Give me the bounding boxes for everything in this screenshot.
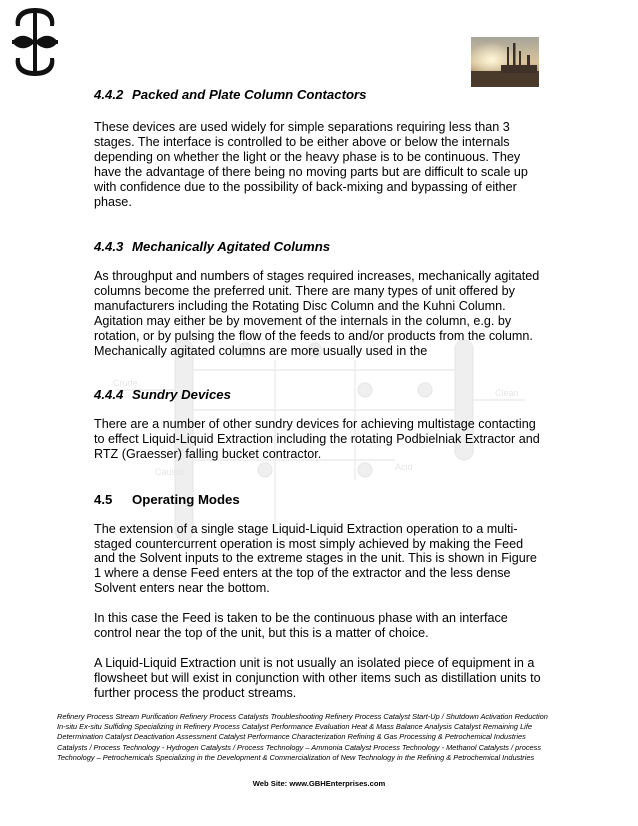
paragraph: As throughput and numbers of stages required increases, mechanically agitated columns become the preferred unit. There are many types of unit offered by manufacturers including the Rotating Disc Column and the Kuhni Column. Agitation may either be by movement of the internals in the column, e.g. by rotation, or by pulsing the flow of the feeds to and/or products from the column. Mechanically agitated columns are more usually used in the xyxy=(94,269,540,358)
footer-services-text: Refinery Process Stream Purification Refinery Process Catalysts Troubleshooting Refinery Process Catalyst Start-Up / Shutdown Activation Reduction In-situ Ex-situ Sulfiding Specializing in Refinery Process Catalyst Performance Evaluation Heat & Mass Balance Analysis Catalyst Remaining Life Determination Catalyst Deactivation Assessment Catalyst Performance Characterization Refining & Gas Processing & Petrochemical Industries Catalysts / Process Technology - Hydrogen Catalysts / Process Technology – Ammonia Catalyst Process Technology - Methanol Catalysts / process Technology – Petrochemicals Specializing in the Development & Commercialization of New Technology in the Refining & Petrochemical Industries xyxy=(57,712,548,762)
paragraph: In this case the Feed is taken to be the continuous phase with an interface control near the top of the unit, but this is a matter of choice. xyxy=(94,611,508,641)
section-title: Operating Modes xyxy=(132,491,240,507)
section-title: Sundry Devices xyxy=(132,386,231,402)
section-number: 4.4.3 xyxy=(94,239,124,255)
footer-website: Web Site: www.GBHEnterprises.com xyxy=(252,779,386,788)
section-title: Mechanically Agitated Columns xyxy=(132,239,331,255)
section-number: 4.4.4 xyxy=(94,386,124,402)
watermark-label-clean: Clean xyxy=(495,388,519,398)
section-number: 4.4.2 xyxy=(94,87,124,102)
section-heading-4-4-4 xyxy=(94,387,542,403)
section-heading-4-4-2 xyxy=(94,87,542,103)
watermark-label-caustic: Caustic xyxy=(155,467,186,477)
refinery-photo xyxy=(471,37,539,87)
paragraph: These devices are used widely for simple separations requiring less than 3 stages. The interface is controlled to be either above or below the internals depending on whether the light or the heavy phase is to be continuous. They have the advantage of there being no moving parts but are difficult to scale up with confidence due to the possibility of back-mixing and bypassing of either phase. xyxy=(94,120,528,209)
section-number: 4.5 xyxy=(94,491,113,507)
watermark-label-crude: Crude xyxy=(113,378,138,388)
section-heading-4-4-3 xyxy=(94,239,542,255)
section-title: Packed and Plate Column Contactors xyxy=(132,87,367,102)
document-body xyxy=(94,87,542,701)
paragraph: The extension of a single stage Liquid-Liquid Extraction operation to a multi-staged countercurrent operation is most simply achieved by making the Feed and the Solvent inputs to the extreme stages in the unit. This is shown in Figure 1 where a dense Feed enters at the top of the extractor and the less dense Solvent enters near the bottom. xyxy=(94,521,537,596)
paragraph: There are a number of other sundry devices for achieving multistage contacting to effect Liquid-Liquid Extraction including the rotating Podbielniak Extractor and RTZ (Graesser) falling bucket contractor. xyxy=(94,416,540,461)
company-logo xyxy=(10,6,60,78)
paragraph: A Liquid-Liquid Extraction unit is not usually an isolated piece of equipment in a flowsheet but will exist in conjunction with other items such as distillation units to further process the product streams. xyxy=(94,655,541,700)
section-heading-4-5 xyxy=(94,492,542,508)
watermark-label-acid: Acid xyxy=(395,462,413,472)
